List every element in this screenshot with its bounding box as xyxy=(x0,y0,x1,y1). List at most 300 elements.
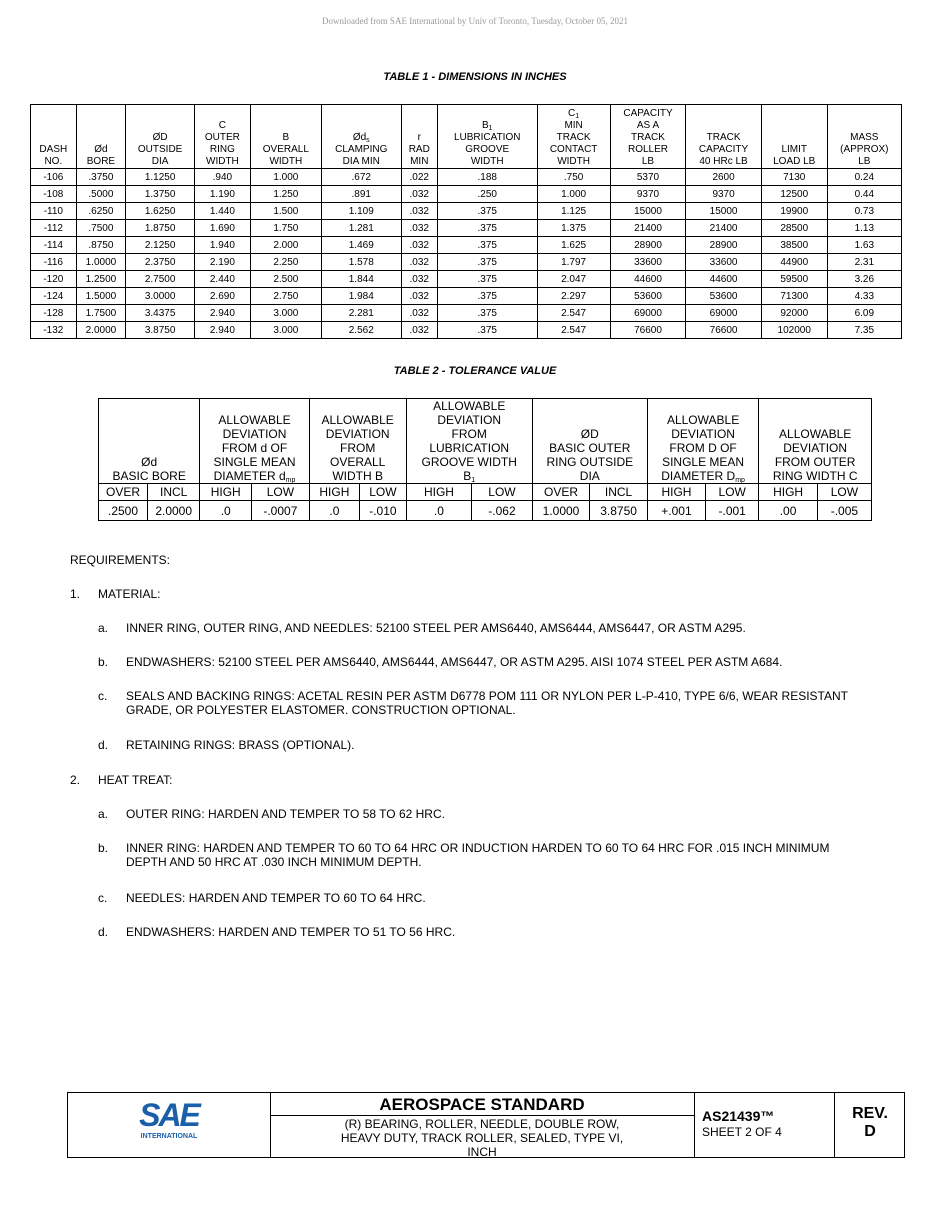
column-header xyxy=(401,105,437,169)
subheader-cell: LOW xyxy=(472,484,533,501)
header-line: LB xyxy=(858,156,871,167)
table2-header-row xyxy=(99,399,872,484)
table-cell: 2.1250 xyxy=(126,237,195,254)
table-cell: 2.7500 xyxy=(126,271,195,288)
subtitle-line: INCH xyxy=(467,1145,497,1159)
table-cell: 0.24 xyxy=(827,169,901,186)
header-line: ALLOWABLE xyxy=(779,427,852,441)
table-cell: .375 xyxy=(437,220,537,237)
table-cell: 15000 xyxy=(686,203,762,220)
header-line: DEVIATION xyxy=(325,427,390,441)
group-header xyxy=(532,399,647,484)
table-cell: .2500 xyxy=(99,501,148,521)
header-line: DEVIATION xyxy=(222,427,287,441)
header-line: OVERALL xyxy=(262,144,309,155)
table-row xyxy=(31,288,902,305)
header-line: GROOVE WIDTH xyxy=(421,455,517,469)
table-cell: 1.6250 xyxy=(126,203,195,220)
table-cell: .375 xyxy=(437,271,537,288)
table-cell: 1.1250 xyxy=(126,169,195,186)
header-line: ALLOWABLE xyxy=(218,413,291,427)
subheader-cell: HIGH xyxy=(759,484,818,501)
group-header xyxy=(759,399,872,484)
table-cell: 9370 xyxy=(610,186,686,203)
subheader-cell: LOW xyxy=(252,484,310,501)
subtitle-line: HEAVY DUTY, TRACK ROLLER, SEALED, TYPE VI, xyxy=(340,1131,624,1145)
header-line: WIDTH xyxy=(470,156,504,167)
header-line: AS A xyxy=(636,120,660,131)
header-line: RING WIDTH C xyxy=(772,469,858,483)
table-cell: -.010 xyxy=(360,501,407,521)
table-cell: 1.250 xyxy=(250,186,321,203)
header-subscript: 1 xyxy=(471,477,476,484)
table-cell: 3.0000 xyxy=(126,288,195,305)
requirement-line: ENDWASHERS: 52100 STEEL PER AMS6440, AMS6444, AMS6447, OR ASTM A295. AISI 1074 STEEL PER ASTM A684. xyxy=(126,655,783,669)
table-cell: 1.690 xyxy=(195,220,251,237)
table-cell: 2.190 xyxy=(195,254,251,271)
requirement-line: INNER RING, OUTER RING, AND NEEDLES: 52100 STEEL PER AMS6440, AMS6444, AMS6447, OR ASTM A295. xyxy=(126,621,746,635)
header-line: GROOVE xyxy=(465,144,510,155)
table-cell: 7130 xyxy=(761,169,827,186)
table-cell: 2.562 xyxy=(321,322,401,339)
table-cell: .00 xyxy=(759,501,818,521)
rev-value: D xyxy=(864,1123,876,1140)
header-line: OVERALL xyxy=(330,455,386,469)
table-cell: 21400 xyxy=(610,220,686,237)
table-cell: -110 xyxy=(31,203,77,220)
table-cell: .375 xyxy=(437,305,537,322)
table-row xyxy=(31,322,902,339)
group-header xyxy=(406,399,532,484)
table-cell: .672 xyxy=(321,169,401,186)
header-line: DEVIATION xyxy=(671,427,735,441)
table-cell: .375 xyxy=(437,203,537,220)
table-cell: .375 xyxy=(437,237,537,254)
column-header xyxy=(537,105,610,169)
table-cell: .8750 xyxy=(76,237,126,254)
column-header xyxy=(437,105,537,169)
header-line: WIDTH xyxy=(269,156,303,167)
table-cell: 53600 xyxy=(610,288,686,305)
table-cell: 4.33 xyxy=(827,288,901,305)
table-cell: .032 xyxy=(401,186,437,203)
header-line: DASH xyxy=(39,144,68,155)
table-cell: 2600 xyxy=(686,169,762,186)
subheader-cell: HIGH xyxy=(406,484,471,501)
table-cell: 2.0000 xyxy=(148,501,200,521)
standard-title: AEROSPACE STANDARD xyxy=(270,1093,694,1116)
column-header xyxy=(827,105,901,169)
header-line: BASIC OUTER xyxy=(549,441,631,455)
table-cell: 92000 xyxy=(761,305,827,322)
section-number: 1. xyxy=(70,587,81,601)
column-header xyxy=(76,105,126,169)
revision-box xyxy=(835,1093,905,1157)
header-line: TRACK xyxy=(706,132,741,143)
column-header xyxy=(610,105,686,169)
header-line: FROM d OF xyxy=(221,441,288,455)
table-cell: 3.000 xyxy=(250,322,321,339)
header-line: DIA MIN xyxy=(342,156,380,167)
table-cell: .7500 xyxy=(76,220,126,237)
table1-title: TABLE 1 - DIMENSIONS IN INCHES xyxy=(383,71,567,83)
header-line: CONTACT xyxy=(549,144,598,155)
header-line: DIA xyxy=(151,156,169,167)
header-line: CLAMPING xyxy=(335,144,388,155)
table-row xyxy=(31,271,902,288)
header-line: ALLOWABLE xyxy=(433,399,506,413)
subheader-cell: LOW xyxy=(817,484,871,501)
table-cell: 2.690 xyxy=(195,288,251,305)
item-letter: c. xyxy=(98,689,108,703)
table-cell: .891 xyxy=(321,186,401,203)
header-line: $C_1$ xyxy=(568,108,580,120)
table-cell: -132 xyxy=(31,322,77,339)
table-cell: 71300 xyxy=(761,288,827,305)
table-cell: 33600 xyxy=(686,254,762,271)
table-row xyxy=(31,305,902,322)
section-title: MATERIAL: xyxy=(98,587,161,601)
subheader-cell: HIGH xyxy=(309,484,359,501)
table-row xyxy=(31,186,902,203)
table-cell: 0.73 xyxy=(827,203,901,220)
table-cell: 2.297 xyxy=(537,288,610,305)
table-cell: 1.2500 xyxy=(76,271,126,288)
requirement-line: NEEDLES: HARDEN AND TEMPER TO 60 TO 64 HRC. xyxy=(126,891,426,905)
table-cell: 9370 xyxy=(686,186,762,203)
header-subscript: mp xyxy=(285,477,296,484)
table-cell: .5000 xyxy=(76,186,126,203)
item-letter: a. xyxy=(98,807,109,821)
standard-subtitle xyxy=(270,1116,694,1159)
requirement-text xyxy=(126,738,926,752)
header-line: FROM OUTER xyxy=(774,455,856,469)
header-line: LUBRICATION xyxy=(453,132,521,143)
table-cell: .032 xyxy=(401,305,437,322)
subheader-cell: INCL xyxy=(590,484,648,501)
header-line: B xyxy=(282,132,290,143)
column-header xyxy=(31,105,77,169)
table-cell: .188 xyxy=(437,169,537,186)
item-letter: d. xyxy=(98,925,109,939)
header-line: LIMIT xyxy=(781,144,808,155)
header-line: C xyxy=(218,120,226,131)
requirement-line: INNER RING: HARDEN AND TEMPER TO 60 TO 64 HRC OR INDUCTION HARDEN TO 60 TO 64 HRC FOR .015 INCH MINIMUM xyxy=(126,841,830,855)
table-cell: 44900 xyxy=(761,254,827,271)
logo-text: SAE xyxy=(139,1097,199,1133)
rev-label: REV. xyxy=(852,1105,888,1122)
section-title: HEAT TREAT: xyxy=(98,773,173,787)
subheader-cell: LOW xyxy=(706,484,759,501)
header-line: CAPACITY xyxy=(623,108,673,119)
table-cell: 2.940 xyxy=(195,322,251,339)
table-cell: -108 xyxy=(31,186,77,203)
header-line: r xyxy=(417,132,421,143)
table-cell: -128 xyxy=(31,305,77,322)
table-cell: 3.8750 xyxy=(590,501,648,521)
table-cell: 1.281 xyxy=(321,220,401,237)
header-line: LUBRICATION xyxy=(429,441,510,455)
header-line: OUTER xyxy=(204,132,240,143)
table-cell: 1.63 xyxy=(827,237,901,254)
subtitle-line: (R) BEARING, ROLLER, NEEDLE, DOUBLE ROW, xyxy=(344,1117,620,1131)
header-line: ALLOWABLE xyxy=(321,413,394,427)
table-cell: .0 xyxy=(200,501,252,521)
table-cell: 3.000 xyxy=(250,305,321,322)
table-cell: 7.35 xyxy=(827,322,901,339)
requirement-text xyxy=(126,841,926,869)
header-line: LOAD LB xyxy=(773,156,816,167)
header-line: SINGLE MEAN xyxy=(662,455,745,469)
table-cell: 6.09 xyxy=(827,305,901,322)
column-header xyxy=(321,105,401,169)
table-cell: 15000 xyxy=(610,203,686,220)
header-line: Ød xyxy=(141,455,158,469)
requirements-heading: REQUIREMENTS: xyxy=(70,553,171,567)
table-cell: 76600 xyxy=(686,322,762,339)
table-cell: -120 xyxy=(31,271,77,288)
table-cell: .032 xyxy=(401,203,437,220)
header-line: WIDTH xyxy=(206,156,239,167)
requirement-line: OUTER RING: HARDEN AND TEMPER TO 58 TO 62 HRC. xyxy=(126,807,445,821)
header-line: DEVIATION xyxy=(437,413,502,427)
title-block xyxy=(67,1092,905,1158)
subheader-cell: INCL xyxy=(148,484,200,501)
table-cell: 2.940 xyxy=(195,305,251,322)
section-number: 2. xyxy=(70,773,81,787)
item-letter: a. xyxy=(98,621,109,635)
table-cell: 1.375 xyxy=(537,220,610,237)
table-cell: 76600 xyxy=(610,322,686,339)
subheader-cell: LOW xyxy=(360,484,407,501)
header-line: CAPACITY xyxy=(698,144,749,155)
header-line: DIAMETER d xyxy=(213,469,286,483)
column-header xyxy=(686,105,762,169)
subheader-cell: OVER xyxy=(99,484,148,501)
header-line: DEVIATION xyxy=(783,441,848,455)
requirement-text xyxy=(126,891,926,905)
sae-logo xyxy=(68,1093,271,1157)
table-cell: 1.797 xyxy=(537,254,610,271)
table2-subheader-row xyxy=(99,484,872,501)
table-cell: 2.281 xyxy=(321,305,401,322)
header-line: WIDTH B xyxy=(332,469,384,483)
table-cell: .032 xyxy=(401,254,437,271)
table-cell: 0.44 xyxy=(827,186,901,203)
table-cell: 2.3750 xyxy=(126,254,195,271)
download-note: Downloaded from SAE International by Univ of Toronto, Tuesday, October 05, 2021 xyxy=(321,16,629,26)
sheet-number: SHEET 2 OF 4 xyxy=(702,1125,782,1139)
table-cell: .032 xyxy=(401,237,437,254)
header-line: MIN xyxy=(410,156,429,167)
header-line: SINGLE MEAN xyxy=(213,455,296,469)
table-cell: 38500 xyxy=(761,237,827,254)
table-row xyxy=(31,237,902,254)
header-line: ØD xyxy=(580,427,599,441)
table-cell: 28900 xyxy=(686,237,762,254)
header-line: RAD xyxy=(408,144,430,155)
table-cell: +.001 xyxy=(647,501,705,521)
header-line: ROLLER xyxy=(627,144,668,155)
header-line: LB xyxy=(641,156,655,167)
table-row xyxy=(31,203,902,220)
header-line: RING OUTSIDE xyxy=(546,455,634,469)
table-cell: -116 xyxy=(31,254,77,271)
table-cell: .250 xyxy=(437,186,537,203)
table-cell: 2.31 xyxy=(827,254,901,271)
table-row xyxy=(31,254,902,271)
table-cell: 2.750 xyxy=(250,288,321,305)
group-header xyxy=(99,399,200,484)
dimensions-table xyxy=(30,104,902,339)
table-cell: -114 xyxy=(31,237,77,254)
table-cell: 1.984 xyxy=(321,288,401,305)
table-cell: 53600 xyxy=(686,288,762,305)
table-cell: 1.0000 xyxy=(532,501,590,521)
table-cell: -.001 xyxy=(706,501,759,521)
requirement-line: DEPTH AND 50 HRC AT .030 INCH MINIMUM DEPTH. xyxy=(126,855,422,869)
table1-header-row xyxy=(31,105,902,169)
header-line: WIDTH xyxy=(557,156,590,167)
item-letter: b. xyxy=(98,841,109,855)
table-cell: 1.190 xyxy=(195,186,251,203)
header-line: B xyxy=(463,469,472,483)
table-cell: 12500 xyxy=(761,186,827,203)
table-cell: 28500 xyxy=(761,220,827,237)
column-header xyxy=(195,105,251,169)
table-cell: 33600 xyxy=(610,254,686,271)
table-cell: -112 xyxy=(31,220,77,237)
table-cell: 1.625 xyxy=(537,237,610,254)
table-cell: -106 xyxy=(31,169,77,186)
table-cell: 1.578 xyxy=(321,254,401,271)
table-cell: 59500 xyxy=(761,271,827,288)
table-cell: 2.047 xyxy=(537,271,610,288)
table-cell: .375 xyxy=(437,254,537,271)
item-letter: c. xyxy=(98,891,108,905)
header-line: Ød xyxy=(94,144,108,155)
requirement-text xyxy=(126,689,926,717)
table-cell: 1.000 xyxy=(537,186,610,203)
requirement-line: GRADE, OR POLYESTER ELASTOMER. CONSTRUCTION OPTIONAL. xyxy=(126,703,516,717)
table-cell: 2.0000 xyxy=(76,322,126,339)
header-line: BASIC BORE xyxy=(112,469,186,483)
group-header xyxy=(647,399,758,484)
table-cell: .940 xyxy=(195,169,251,186)
table-cell: 1.8750 xyxy=(126,220,195,237)
subheader-cell: HIGH xyxy=(647,484,705,501)
table-cell: 1.940 xyxy=(195,237,251,254)
table-row xyxy=(31,220,902,237)
table-cell: .750 xyxy=(537,169,610,186)
table-cell: 2.547 xyxy=(537,322,610,339)
table-cell: .0 xyxy=(309,501,359,521)
requirement-line: RETAINING RINGS: BRASS (OPTIONAL). xyxy=(126,738,355,752)
header-subscript: mp xyxy=(735,477,745,484)
header-line: RING xyxy=(209,144,235,155)
column-header xyxy=(250,105,321,169)
header-line: DIA xyxy=(579,469,600,483)
logo-subtext: INTERNATIONAL xyxy=(140,1133,198,1140)
header-line: OUTSIDE xyxy=(137,144,183,155)
table-cell: -.0007 xyxy=(252,501,310,521)
table-row xyxy=(99,501,872,521)
header-line: $B_1$ xyxy=(481,120,493,132)
table-cell: 1.440 xyxy=(195,203,251,220)
table-cell: 69000 xyxy=(610,305,686,322)
header-line: BORE xyxy=(86,156,116,167)
table-cell: 1.7500 xyxy=(76,305,126,322)
table-cell: 19900 xyxy=(761,203,827,220)
table-cell: 1.0000 xyxy=(76,254,126,271)
header-line: (APPROX) xyxy=(840,144,889,155)
requirement-text xyxy=(126,925,926,939)
group-header xyxy=(309,399,406,484)
group-header xyxy=(200,399,309,484)
header-line: ØD xyxy=(152,132,168,143)
header-line: 40 HRc LB xyxy=(699,156,748,167)
subheader-cell: OVER xyxy=(532,484,590,501)
table-cell: .022 xyxy=(401,169,437,186)
table-cell: .375 xyxy=(437,288,537,305)
table-cell: 1.5000 xyxy=(76,288,126,305)
table-cell: -.005 xyxy=(817,501,871,521)
table-cell: 3.8750 xyxy=(126,322,195,339)
table-cell: .032 xyxy=(401,288,437,305)
table-cell: .0 xyxy=(406,501,471,521)
table-cell: -124 xyxy=(31,288,77,305)
table-cell: -.062 xyxy=(472,501,533,521)
requirement-text xyxy=(126,807,926,821)
table-cell: 2.000 xyxy=(250,237,321,254)
table-cell: .032 xyxy=(401,271,437,288)
table-cell: .3750 xyxy=(76,169,126,186)
header-line: ALLOWABLE xyxy=(666,413,740,427)
table-cell: 2.500 xyxy=(250,271,321,288)
table-cell: 28900 xyxy=(610,237,686,254)
header-line: NO. xyxy=(44,156,63,167)
subheader-cell: HIGH xyxy=(200,484,252,501)
tolerance-table xyxy=(98,398,872,521)
table-cell: 102000 xyxy=(761,322,827,339)
header-line: MASS xyxy=(850,132,879,143)
header-line: TRACK xyxy=(556,132,591,143)
table-cell: .375 xyxy=(437,322,537,339)
column-header xyxy=(761,105,827,169)
requirement-line: ENDWASHERS: HARDEN AND TEMPER TO 51 TO 56 HRC. xyxy=(126,925,456,939)
table-row xyxy=(31,169,902,186)
table-cell: 21400 xyxy=(686,220,762,237)
table-cell: .6250 xyxy=(76,203,126,220)
header-line: FROM xyxy=(340,441,376,455)
header-line: $Ød_s$ xyxy=(352,132,370,144)
table-cell: 44600 xyxy=(610,271,686,288)
table-cell: 1.13 xyxy=(827,220,901,237)
header-line: FROM xyxy=(451,427,487,441)
requirement-text xyxy=(126,655,926,669)
table-cell: 5370 xyxy=(610,169,686,186)
table-cell: .032 xyxy=(401,220,437,237)
table-cell: 3.26 xyxy=(827,271,901,288)
header-line: MIN xyxy=(564,120,583,131)
requirement-text xyxy=(126,621,926,635)
header-line: DIAMETER D xyxy=(661,469,736,483)
table-cell: 1.109 xyxy=(321,203,401,220)
table-cell: 44600 xyxy=(686,271,762,288)
table-cell: 1.3750 xyxy=(126,186,195,203)
header-line: TRACK xyxy=(631,132,665,143)
requirement-line: SEALS AND BACKING RINGS: ACETAL RESIN PER ASTM D6778 POM 111 OR NYLON PER L-P-410, TYPE 6/6, WEAR RESISTANT xyxy=(126,689,848,703)
